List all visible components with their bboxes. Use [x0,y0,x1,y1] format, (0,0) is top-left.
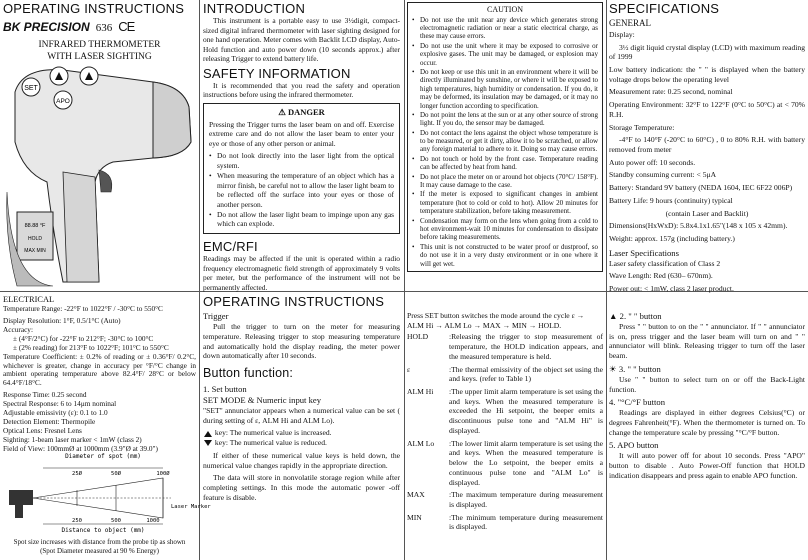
set-button-label: SET [24,85,38,92]
button-3-heading-row [609,364,805,375]
ce-mark: CE [118,19,135,35]
laser-triangle-icon: ▲ [609,311,618,321]
thermometer-device-illustration [3,62,196,287]
diagram-spot-25: 25Ø [72,471,82,477]
danger-box [203,103,400,234]
store-text: The data will store in nonvolatile storage region while after completing settings. In this mode the automatic power -off feature is disable. [203,473,400,502]
caution-item: • This unit is not constructed to be water proof or dustproof, so do not use it in a very dusty environment or in one where it will get wet. [412,243,598,268]
brand-row [3,19,196,36]
caution-item: • Condensation may form on the lens when going from a cold to hot environment-wait 10 minutes for condensation to dissipate before taking measurements. [412,217,598,242]
diagram-dist-500: 500 [111,518,121,524]
key-down-text: key: The numerical value is reduced. [214,438,327,448]
set-intro-2: ALM Hi → ALM Lo → MAX → MIN → HOLD. [407,320,562,330]
set-modes-panel [407,311,603,558]
key-up-row [203,428,400,438]
mode-row-alm-hi [407,387,603,436]
button-2-heading: 2. " " button [619,311,662,321]
spec-line: 3½ digit liquid crystal display (LCD) with maximum reading of 1999 [609,42,805,62]
specs-heading: SPECIFICATIONS [609,1,720,16]
caution-title: CAUTION [487,5,523,14]
mini-gun-icon [9,490,33,518]
spec-line: Auto power off: 10 seconds. [609,157,696,167]
electrical-line: Accuracy: [3,325,33,335]
danger-text: Pressing the Trigger turns the laser beam on and off. Exercise extreme care and do not allow the laser beam to enter your eye or those of any other person or animal. [209,119,394,148]
emc-text: Readings may be affected if the unit is operated within a radio frequency electromagnetic field strength of approximately 9 volts per meter, but the performance of the instrument will not be permanently affected. [203,254,400,292]
set-mode-heading: SET MODE & Numeric input key [203,394,321,405]
mode-key: ALM Hi [407,387,434,397]
diagram-spot-50: 50Ø [111,471,121,477]
emc-heading: EMC/RFI [203,238,258,254]
electrical-line: Detection Element: Thermopile [3,416,96,426]
mode-key: HOLD [407,332,429,342]
mode-key: ε [407,364,411,374]
intro-safety-panel [203,1,400,292]
up-triangle-icon [204,431,212,437]
spec-line: Battery Life: 9 hours (continuity) typical [609,195,733,205]
specifications-panel [609,1,805,294]
laser-spec-heading: Laser Specifications [609,247,679,258]
brand-logo: BK PRECISION [3,19,90,34]
button-3-heading: 3. " " button [618,363,661,374]
spec-line: Weight: approx. 157g (including battery.) [609,234,735,244]
mode-value: :The minimum temperature during measurement is displayed. [449,512,603,532]
electrical-line: Temperature Coefficient: ± 0.2% of reading or ± 0.36°F/ 0.2°C, whichever is greater, change in accuracy per °F/°C change in ambient operating temperature above 82.4°F/ 28°C or below 64.4°F/18°C. [3,351,196,388]
mode-row-alm-lo [407,439,603,488]
diagram-top-label: Diameter of spot (mm) [65,453,141,460]
mode-value: :Releasing the trigger to stop measurement of temperature, the HOLD indication appears, and the measured temperature is held. [449,332,603,361]
laser-spec-line: Wave Length: Red (630– 670nm). [609,271,713,281]
electrical-line: Temperature Range: -22°F to 1022°F / -30°C to 550°C [3,304,163,314]
button-4-text: Readings are displayed in either degrees Celsius(°C) or degrees Fahrenheit(°F). When the thermometer is turned on. To change the temperature scale by pressing "°C/°F button. [609,408,805,437]
set-button-heading: 1. Set button [203,383,247,394]
spec-line: (contain Laser and Backlit) [665,208,749,218]
electrical-heading: ELECTRICAL [3,295,55,304]
key-up-text: key: The numerical value is increased. [214,428,332,438]
mode-key: ALM Lo [407,438,435,448]
spec-line: -4°F to 140°F (-20°C to 60°C) , 0 to 80% R.H. with battery removed from meter [609,135,805,154]
operating-heading: OPERATING INSTRUCTIONS [203,294,385,309]
caution-item: • Do not touch or hold by the front case. Temperature reading can be affected by heat from hand. [412,155,598,172]
diagram-caption-1: Spot size increases with distance from the probe tip as shown [13,538,186,546]
spec-line: Storage Temperature: [609,122,675,132]
safety-heading: SAFETY INFORMATION [203,65,351,81]
caution-item: • Do not use the unit near any device which generates strong electromagnetic radiation or near a static electrical charge, as these may cause errors. [412,16,598,41]
device-nose [153,82,191,158]
caution-item: • Do not place the meter on or around hot objects (70°C/ 158°F). It may cause damage to the case. [412,173,598,190]
danger-list [209,151,394,229]
set-intro-1: Press SET button switches the mode around the cycle ε → [407,311,585,320]
column-divider-2 [404,0,405,560]
backlight-sun-icon: ☀ [609,363,617,374]
set-text: "SET" annunciator appears when a numerical value can be set ( during setting of ε, ALM Hi and ALM Lo). [203,405,400,425]
danger-title: DANGER [287,106,325,117]
electrical-line: Display Resolution: 1°F, 0.5/1°C (Auto) [3,316,121,326]
spec-line: Battery: Standard 9V battery (NEDA 1604, IEC 6F22 006P) [609,183,793,193]
electrical-line: Field of View: 100mmØ at 1000mm (3.9"Ø at 39.0") [3,443,158,453]
warning-triangle-icon: ⚠ [278,106,288,117]
diagram-dist-1000: 1000 [146,518,160,524]
header-panel [3,2,196,289]
electrical-line: Response Time: 0.25 second [3,390,87,400]
button-2-heading-row [609,311,805,322]
mode-row-max [407,490,603,509]
trigger-text: Pull the trigger to turn on the meter for measuring temperature. Releasing trigger to stop measuring temperature and automatically hold the display reading, the meter power down automatically after 10 seconds. [203,322,400,361]
mode-value: :The thermal emissivity of the object set using the and keys. (refer to Table 1) [449,364,603,384]
mode-row-min [407,513,603,532]
spec-line: Standby consuming current: < 5μA [609,170,717,180]
subtitle-line-2: WITH LASER SIGHTING [47,52,152,63]
button-3-text: Use " " button to select turn on or off the Back-Light function. [609,374,805,394]
button-5-text: It will auto power off for about 10 seconds. Press "APO" button to disable . Auto Power-Off function that HOLD indication disappears and press again to enable APO function. [609,451,805,480]
caution-item: • Do not keep or use this unit in an environment where it will be directly illuminated by sunshine, or where it will be exposed to high temperatures, high humidity or condensation. If you do, it may be deformed, its insulation may be damaged, or it may no longer function according to specification. [412,68,598,110]
danger-title-row [209,107,394,118]
button-5-heading: 5. APO button [609,440,659,451]
electrical-panel [3,295,211,558]
danger-item: • Do not allow the laser light beam to impinge upon any gas which can explode. [209,210,394,229]
key-down-row [203,438,400,448]
hold-text: If either of these numerical value keys is held down, the numerical value changes rapidly in the appropriate direction. [203,450,400,470]
operating-panel [203,295,400,558]
diagram-dist-250: 250 [72,518,82,524]
spec-line: Low battery indication: the " " is displayed when the battery voltage drops below the operating level [609,64,805,84]
caution-item: • Do not point the lens at the sun or at any other source of strong light. If you do, the sensor may be damaged. [412,111,598,128]
page-title: OPERATING INSTRUCTIONS [3,1,185,16]
caution-item: • Do not use the unit where it may be exposed to corrosive or explosive gases. The unit may be damaged, or explosion may occur. [412,42,598,67]
subtitle-line-1: INFRARED THERMOMETER [38,39,161,50]
caution-list [412,16,598,268]
mode-value: :The upper limit alarm temperature is set using the and keys. When the measured temperature is exceeded the Hi setpoint, the beeper emits a discontinuous pulse tone and "ALM Hi" is displayed. [449,387,603,435]
electrical-line: ± (4°F/2°C) for -22°F to 212°F; -30°C to 100°C [13,333,154,343]
mode-key: MAX [407,490,425,500]
lcd-hold: HOLD [28,236,42,242]
diagram-bottom-label: Distance to object (mm) [61,527,145,534]
mode-row-emissivity [407,365,603,384]
mode-key: MIN [407,512,422,522]
laser-spec-line: Laser safety classification of Class 2 [609,258,721,268]
mode-value: :The maximum temperature during measurement is displayed. [449,490,603,509]
intro-text: This instrument is a portable easy to use 3½digit, compact-sized digital infrared thermometer with laser sighting designed for one hand operation. Meter comes with Backlit LCD display, Auto-Hold function and auto power down (10 seconds approx.) after releasing Trigger to extend battery life. [203,16,400,64]
lcd-maxmin: MAX MIN [24,248,46,254]
lcd-reading: 88.88 °F [24,223,46,229]
spec-line: Display: [609,29,635,39]
laser-spec-line: Power out: < 1mW, class 2 laser product. [609,284,734,294]
danger-item: • When measuring the temperature of an object which has a mirror finish, be careful not to allow the laser light beam to be reflected off the surface into your eyes or those of another person. [209,171,394,209]
apo-button-label: APO [56,98,70,105]
button-function-heading: Button function: [203,366,294,381]
electrical-line: ± (2% reading) for 213°F to 1022°F; 101°C to 550°C [13,342,169,352]
electrical-line: Spectral Response: 6 to 14μm nominal [3,399,117,409]
caution-panel [407,2,603,289]
caution-item: • Do not contact the lens against the object whose temperature is to be measured, or get it dirty, allow it to be scratched, or allow any foreign material to adhere to it. Doing so may cause errors. [412,129,598,154]
trigger-heading: Trigger [203,311,229,322]
spec-line: Dimensions(HxWxD): 5.8x4.1x1.65"(148 x 105 x 42mm). [609,221,788,231]
danger-item: • Do not look directly into the laser light from the optical system. [209,151,394,170]
diagram-spot-100: 100Ø [156,471,170,477]
mode-value: :The lower limit alarm temperature is set using the and keys. When the measured temperature is below the Lo setpoint, the beeper emits a continuous pulse tone and "ALM Lo" is displayed. [449,438,603,487]
general-heading: GENERAL [609,18,651,29]
diagram-caption-2: (Spot Diameter measured at 90 % Energy) [40,547,159,555]
buttons-continued-panel [609,311,805,558]
trigger-icon [99,170,112,192]
spec-line: Operating Environment: 32°F to 122°F (0°C to 50°C) at < 70% R.H. [609,100,805,119]
laser-marker-label: Laser Marker [171,504,211,510]
intro-heading: INTRODUCTION [203,1,306,16]
spec-line: Measurement rate: 0.25 second, nominal [609,87,733,97]
mode-row-hold [407,332,603,361]
electrical-line: Optical Lens: Fresnel Lens [3,425,82,435]
caution-box [407,2,603,272]
model-number: 636 [95,21,113,34]
button-2-text: Press " " button to on the " " annunciator. If " " annunciator is on, press trigger and the laser beam will turn on and " " annunciator will blink. Releasing trigger to turn off the laser beam. [609,322,805,361]
caution-item: • If the meter is exposed to significant changes in ambient temperature (hot to cold or cold to hot). Allow 20 minutes for temperature stabilization, before taking measurement. [412,190,598,215]
button-4-heading: 4. "°C/°F button [609,397,665,408]
electrical-line: Adjustable emissivity (ε): 0.1 to 1.0 [3,408,108,418]
column-divider-3 [606,0,607,560]
electrical-line: Sighting: 1-beam laser marker < 1mW (class 2) [3,434,142,444]
spot-size-diagram [3,450,211,535]
safety-text: It is recommended that you read the safety and operation instructions before using the infrared thermometer. [203,80,400,100]
down-triangle-icon [204,440,212,446]
device-handle [63,172,99,282]
column-divider-1 [199,0,200,560]
